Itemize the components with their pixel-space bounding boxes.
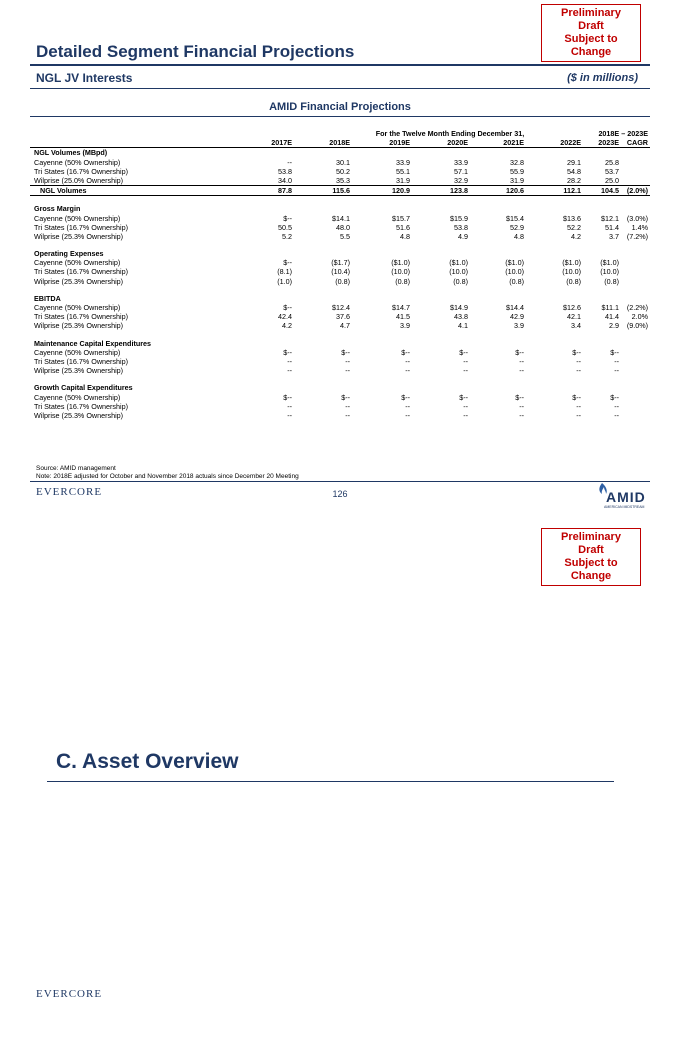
- cell-value: --: [405, 401, 410, 411]
- page-title: Detailed Segment Financial Projections: [36, 42, 355, 61]
- cell-value: 53.8: [454, 222, 468, 232]
- cell-value: --: [287, 157, 292, 167]
- cell-value: 31.9: [396, 175, 410, 185]
- stamp-line-2: Subject to Change: [564, 557, 618, 582]
- cell-value: --: [463, 410, 468, 420]
- cagr-value: (2.2%): [626, 303, 648, 312]
- cell-value: 53.7: [605, 166, 619, 176]
- table-row: [30, 321, 650, 330]
- table-row: [30, 176, 650, 185]
- section-title: [30, 339, 650, 348]
- section-divider: [47, 781, 614, 782]
- cell-value: --: [345, 366, 350, 376]
- cell-value: 3.7: [609, 231, 619, 241]
- cell-value: 42.1: [567, 312, 581, 322]
- cell-value: 3.4: [571, 321, 581, 331]
- cell-value: --: [287, 366, 292, 376]
- cell-value: (10.0): [449, 267, 468, 277]
- table-row: [30, 312, 650, 321]
- cell-value: $--: [459, 347, 468, 357]
- section-title: [30, 294, 650, 303]
- cell-value: $--: [283, 392, 292, 402]
- cell-value: $14.1: [332, 213, 350, 223]
- section-gap: [30, 375, 650, 383]
- cell-value: 29.1: [567, 157, 581, 167]
- stamp-line-2: Subject to Change: [564, 33, 618, 58]
- row-label: Wilprise (25.3% Ownership): [34, 321, 124, 331]
- cell-value: --: [614, 410, 619, 420]
- cell-value: $--: [283, 213, 292, 223]
- row-label: Tri States (16.7% Ownership): [34, 312, 129, 322]
- section-label: NGL Volumes (MBpd): [34, 148, 108, 158]
- period-label: For the Twelve Month Ending December 31,: [375, 129, 525, 138]
- cell-value: $--: [283, 347, 292, 357]
- cell-value: 112.1: [563, 186, 581, 196]
- cell-value: $14.9: [450, 303, 468, 312]
- cell-value: 3.9: [514, 321, 524, 331]
- note-line: Note: 2018E adjusted for October and November 2018 actuals since December 20 Meeting: [36, 473, 299, 480]
- units-label: ($ in millions): [567, 72, 638, 84]
- cell-value: $--: [459, 392, 468, 402]
- cell-value: $--: [572, 392, 581, 402]
- cell-value: $--: [341, 392, 350, 402]
- cell-value: 5.2: [282, 231, 292, 241]
- cell-value: $--: [283, 258, 292, 268]
- evercore-logo: EVERCORE: [36, 486, 103, 498]
- row-label: Cayenne (50% Ownership): [34, 392, 121, 402]
- cell-value: ($1.0): [562, 258, 581, 268]
- row-label: Wilprise (25.3% Ownership): [34, 276, 124, 286]
- cagr-value: (9.0%): [626, 321, 648, 331]
- cell-value: $15.7: [392, 213, 410, 223]
- row-label: Cayenne (50% Ownership): [34, 157, 121, 167]
- section-title: [30, 148, 650, 157]
- table-row: [30, 411, 650, 420]
- cell-value: 30.1: [336, 157, 350, 167]
- cell-value: ($1.0): [449, 258, 468, 268]
- cell-value: ($1.7): [331, 258, 350, 268]
- cell-value: ($1.0): [600, 258, 619, 268]
- section-gap: [30, 331, 650, 339]
- section-gap: [30, 241, 650, 249]
- cell-value: $14.7: [392, 303, 410, 312]
- cell-value: --: [345, 401, 350, 411]
- stamp-line-1: Preliminary Draft: [561, 531, 621, 556]
- cell-value: --: [463, 401, 468, 411]
- cell-value: 123.8: [450, 186, 468, 196]
- cell-value: (8.1): [277, 267, 292, 277]
- cell-value: (10.0): [391, 267, 410, 277]
- cell-value: 55.1: [396, 166, 410, 176]
- cell-value: $--: [610, 392, 619, 402]
- cell-value: 51.6: [396, 222, 410, 232]
- cell-value: (10.0): [505, 267, 524, 277]
- section-gap: [30, 286, 650, 294]
- cell-value: 35.3: [336, 175, 350, 185]
- section-label: Gross Margin: [34, 204, 81, 214]
- year-header: 2020E: [447, 138, 468, 148]
- cagr-value: (2.0%): [626, 186, 648, 196]
- cell-value: 32.8: [510, 157, 524, 167]
- cell-value: ($1.0): [505, 258, 524, 268]
- cell-value: 31.9: [510, 175, 524, 185]
- cell-value: --: [576, 366, 581, 376]
- total-row: [30, 185, 650, 196]
- section-title: [30, 204, 650, 213]
- row-label: Tri States (16.7% Ownership): [34, 166, 129, 176]
- table-row: [30, 223, 650, 232]
- cell-value: 104.5: [601, 186, 619, 196]
- cell-value: --: [345, 356, 350, 366]
- cell-value: (10.4): [331, 267, 350, 277]
- cell-value: 4.9: [458, 231, 468, 241]
- cell-value: 5.5: [340, 231, 350, 241]
- cell-value: --: [614, 356, 619, 366]
- row-label: Tri States (16.7% Ownership): [34, 267, 129, 277]
- cell-value: $--: [515, 347, 524, 357]
- cell-value: (10.0): [600, 267, 619, 277]
- amid-logo-text: AMID: [606, 489, 646, 505]
- table-row: [30, 357, 650, 366]
- cell-value: 4.2: [571, 231, 581, 241]
- subtitle: NGL JV Interests: [36, 71, 133, 85]
- cell-value: 41.4: [605, 312, 619, 322]
- cell-value: $15.4: [506, 213, 524, 223]
- cell-value: 87.8: [278, 186, 292, 196]
- table-title: AMID Financial Projections: [269, 101, 411, 113]
- year-header: 2022E: [560, 138, 581, 148]
- row-label: Tri States (16.7% Ownership): [34, 222, 129, 232]
- source-line: Source: AMID management: [36, 465, 116, 472]
- section-title: [30, 249, 650, 258]
- cell-value: $--: [341, 347, 350, 357]
- cell-value: --: [576, 410, 581, 420]
- table-row: [30, 348, 650, 357]
- amid-logo: [594, 480, 650, 510]
- cell-value: $--: [401, 392, 410, 402]
- cell-value: $--: [401, 347, 410, 357]
- row-label: Tri States (16.7% Ownership): [34, 356, 129, 366]
- row-label: Cayenne (50% Ownership): [34, 258, 121, 268]
- table-row: [30, 402, 650, 411]
- cell-value: $11.1: [601, 303, 619, 312]
- cell-value: --: [614, 401, 619, 411]
- cell-value: --: [405, 410, 410, 420]
- section-gap: [30, 196, 650, 204]
- cell-value: 41.5: [396, 312, 410, 322]
- cell-value: 4.2: [282, 321, 292, 331]
- cell-value: --: [405, 356, 410, 366]
- cell-value: 33.9: [454, 157, 468, 167]
- year-header: 2017E: [271, 138, 292, 148]
- cagr-header: CAGR: [626, 138, 648, 148]
- cell-value: 54.8: [567, 166, 581, 176]
- cell-value: $14.4: [506, 303, 524, 312]
- cell-value: --: [287, 410, 292, 420]
- row-label: Tri States (16.7% Ownership): [34, 401, 129, 411]
- cell-value: 52.2: [567, 222, 581, 232]
- section-heading: C. Asset Overview: [56, 750, 239, 773]
- cell-value: 4.7: [340, 321, 350, 331]
- cell-value: (0.8): [395, 276, 410, 286]
- cell-value: 4.8: [400, 231, 410, 241]
- cell-value: 37.6: [336, 312, 350, 322]
- cell-value: $--: [572, 347, 581, 357]
- cell-value: --: [345, 410, 350, 420]
- cell-value: $--: [515, 392, 524, 402]
- cell-value: 32.9: [454, 175, 468, 185]
- header-row-years: [30, 138, 650, 148]
- cell-value: $15.9: [450, 213, 468, 223]
- cell-value: 4.8: [514, 231, 524, 241]
- row-label: Wilprise (25.3% Ownership): [34, 231, 124, 241]
- row-label: Wilprise (25.3% Ownership): [34, 410, 124, 420]
- section-label: Growth Capital Expenditures: [34, 383, 133, 393]
- cell-value: 42.9: [510, 312, 524, 322]
- preliminary-draft-stamp-2: [541, 528, 641, 586]
- cell-value: $12.6: [563, 303, 581, 312]
- cagr-header-top: 2018E – 2023E: [598, 129, 648, 138]
- cell-value: (0.8): [453, 276, 468, 286]
- cell-value: $12.1: [601, 213, 619, 223]
- cell-value: ($1.0): [391, 258, 410, 268]
- cell-value: $13.6: [563, 213, 581, 223]
- year-header: 2019E: [389, 138, 410, 148]
- financial-table: [30, 129, 650, 420]
- page-number: 126: [332, 489, 348, 499]
- cell-value: --: [576, 401, 581, 411]
- row-label: Cayenne (50% Ownership): [34, 213, 121, 223]
- cell-value: 115.6: [332, 186, 350, 196]
- table-row: [30, 303, 650, 312]
- cell-value: (0.8): [604, 276, 619, 286]
- cell-value: --: [576, 356, 581, 366]
- table-row: [30, 267, 650, 276]
- cell-value: 48.0: [336, 222, 350, 232]
- row-label: Cayenne (50% Ownership): [34, 347, 121, 357]
- cell-value: 28.2: [567, 175, 581, 185]
- cell-value: (0.8): [335, 276, 350, 286]
- table-row: [30, 277, 650, 286]
- header-row-period: [30, 129, 650, 138]
- table-row: [30, 258, 650, 267]
- subtitle-divider: [30, 88, 650, 89]
- cell-value: --: [519, 401, 524, 411]
- cell-value: --: [614, 366, 619, 376]
- cell-value: --: [405, 366, 410, 376]
- cell-value: --: [287, 356, 292, 366]
- year-header: 2018E: [329, 138, 350, 148]
- cell-value: 42.4: [278, 312, 292, 322]
- section-label: EBITDA: [34, 293, 61, 303]
- cell-value: (0.8): [566, 276, 581, 286]
- cell-value: 51.4: [605, 222, 619, 232]
- cell-value: 33.9: [396, 157, 410, 167]
- cell-value: --: [519, 410, 524, 420]
- cell-value: --: [463, 366, 468, 376]
- cell-value: 43.8: [454, 312, 468, 322]
- table-row: [30, 232, 650, 241]
- preliminary-draft-stamp: [541, 4, 641, 62]
- year-header: 2021E: [503, 138, 524, 148]
- table-title-divider: [30, 116, 650, 117]
- cell-value: (0.8): [509, 276, 524, 286]
- cell-value: 3.9: [400, 321, 410, 331]
- row-label: Wilprise (25.0% Ownership): [34, 175, 124, 185]
- title-divider: [30, 64, 650, 66]
- section-label: Maintenance Capital Expenditures: [34, 338, 152, 348]
- cell-value: 25.8: [605, 157, 619, 167]
- row-label: Wilprise (25.3% Ownership): [34, 366, 124, 376]
- row-label: Cayenne (50% Ownership): [34, 303, 121, 312]
- cell-value: 52.9: [510, 222, 524, 232]
- cell-value: 55.9: [510, 166, 524, 176]
- cell-value: 25.0: [605, 175, 619, 185]
- amid-logo-subtext: AMERICAN MIDSTREAM: [604, 505, 645, 509]
- cell-value: 50.2: [336, 166, 350, 176]
- cell-value: $12.4: [332, 303, 350, 312]
- cell-value: --: [463, 356, 468, 366]
- cagr-value: (3.0%): [626, 213, 648, 223]
- cagr-value: 2.0%: [631, 312, 648, 322]
- evercore-logo-2: EVERCORE: [36, 988, 103, 1000]
- cell-value: --: [519, 356, 524, 366]
- section-label: Operating Expenses: [34, 249, 104, 259]
- cell-value: $--: [283, 303, 292, 312]
- table-row: [30, 214, 650, 223]
- stamp-line-1: Preliminary Draft: [561, 7, 621, 32]
- cell-value: $--: [610, 347, 619, 357]
- cell-value: 57.1: [454, 166, 468, 176]
- table-row: [30, 393, 650, 402]
- cell-value: 120.6: [506, 186, 524, 196]
- cagr-value: 1.4%: [631, 222, 648, 232]
- cell-value: 53.8: [278, 166, 292, 176]
- cell-value: (10.0): [562, 267, 581, 277]
- cell-value: --: [287, 401, 292, 411]
- table-row: [30, 158, 650, 167]
- year-header: 2023E: [598, 138, 619, 148]
- table-row: [30, 366, 650, 375]
- source-notes: [36, 465, 299, 481]
- cell-value: 50.5: [278, 222, 292, 232]
- table-row: [30, 167, 650, 176]
- footer-divider: [30, 481, 650, 482]
- total-label: NGL Volumes: [40, 186, 87, 196]
- cell-value: 2.9: [609, 321, 619, 331]
- cell-value: (1.0): [277, 276, 292, 286]
- cell-value: 34.0: [278, 175, 292, 185]
- cell-value: --: [519, 366, 524, 376]
- section-title: [30, 383, 650, 392]
- cagr-value: (7.2%): [626, 231, 648, 241]
- cell-value: 120.9: [392, 186, 410, 196]
- cell-value: 4.1: [458, 321, 468, 331]
